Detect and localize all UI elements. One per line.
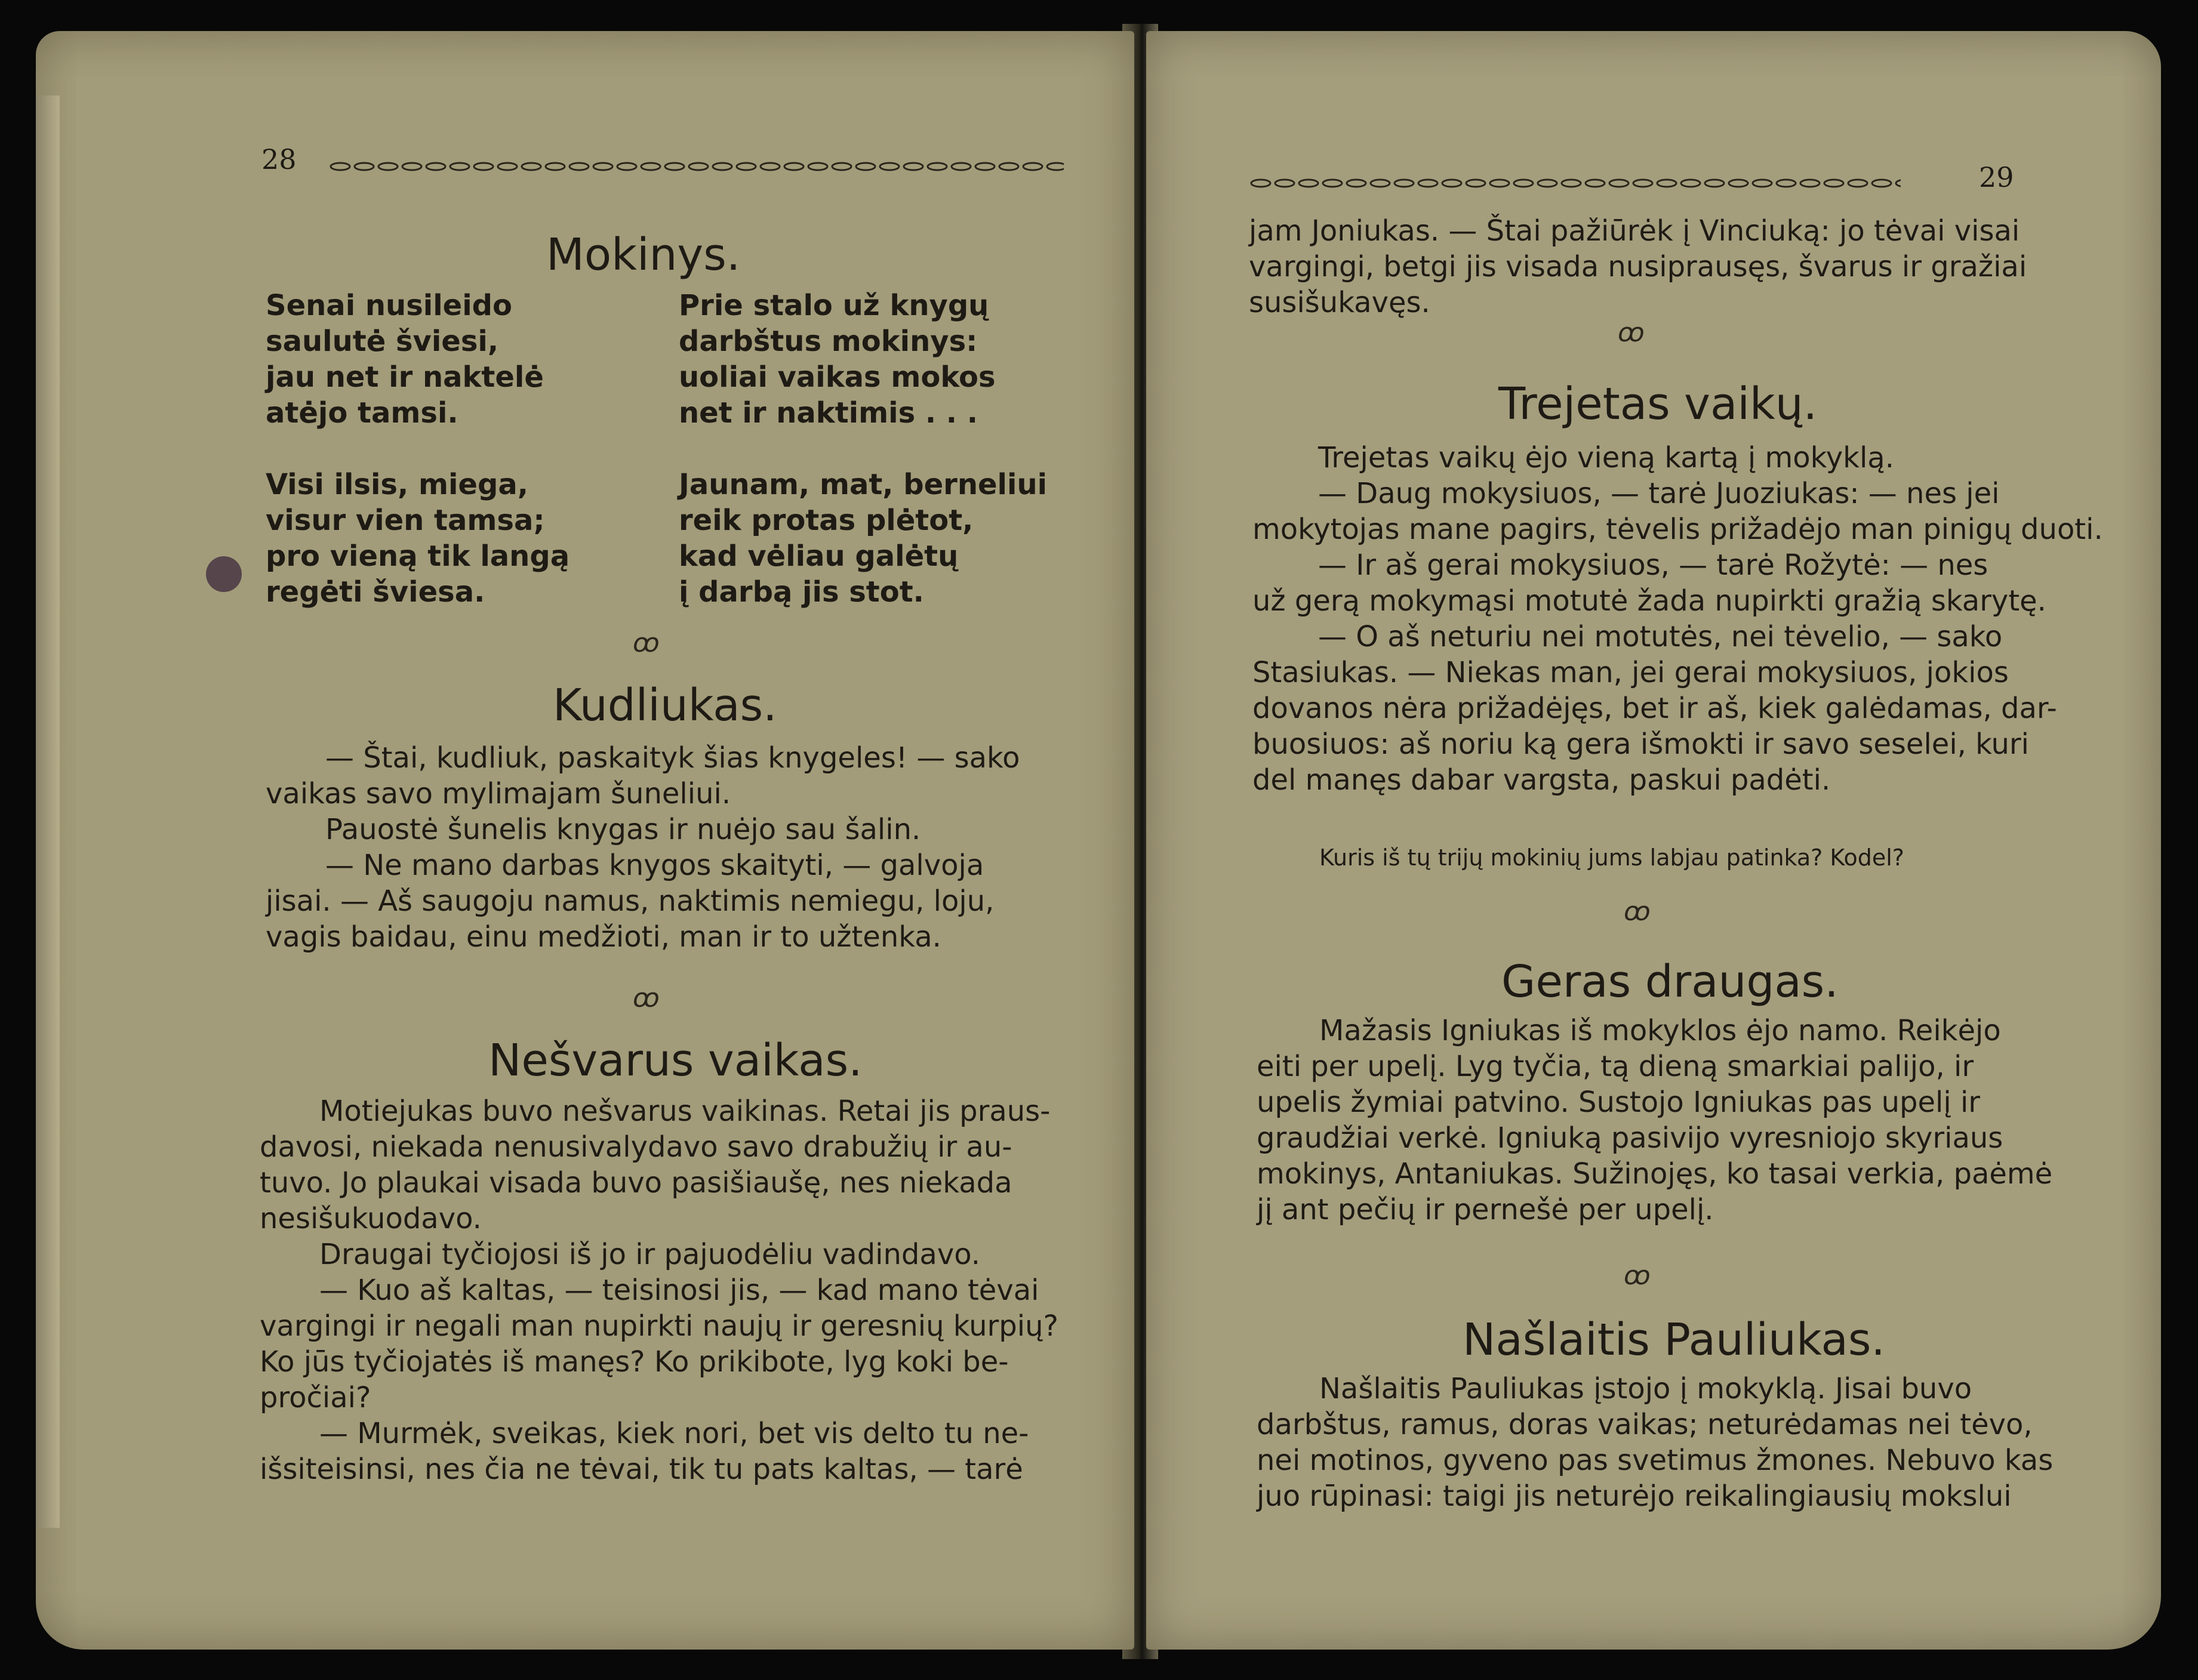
text-line: Pauostė šunelis knygas ir nuėjo sau šalin. [325, 813, 921, 846]
intro-text [1249, 213, 2027, 320]
stanza-gap [679, 431, 1047, 467]
text-line: mokytojas mane pagirs, tėvelis prižadėjo man pinigų duoti. [1252, 513, 2103, 546]
text-line: tuvo. Jo plaukai visada buvo pasišiaušę, nes niekada [260, 1166, 1012, 1200]
poem-line: atėjo tamsi. [266, 396, 458, 430]
text-line: davosi, niekada nenusivalydavo savo drabužių ir au- [260, 1130, 1012, 1164]
text-line: Draugai tyčiojosi iš jo ir pajuodėliu vadindavo. [319, 1238, 980, 1271]
text-line: — Kuo aš kaltas, — teisinosi jis, — kad mano tėvai [319, 1274, 1039, 1307]
poem-column-2 [679, 288, 1047, 610]
text-line: nesišukuodavo. [260, 1202, 482, 1235]
stanza-gap [266, 431, 569, 467]
decorative-border-right [1249, 174, 1901, 192]
text-line: jį ant pečių ir pernešė per upelį. [1257, 1193, 1714, 1226]
text-line: pročiai? [260, 1381, 371, 1414]
poem-line: į darbą jis stot. [679, 575, 924, 609]
question-text: Kuris iš tų trijų mokinių jums labjau patinka? Kodel? [1319, 844, 1904, 871]
text-line: — O aš neturiu nei motutės, nei tėvelio, — sako [1318, 620, 2003, 653]
section-ornament: ꝏ [633, 628, 660, 658]
text-line: vargingi ir negali man nupirkti naujų ir geresnių kurpių? [260, 1309, 1058, 1343]
text-line: jam Joniukas. — Štai pažiūrėk į Vinciuką: jo tėvai visai [1249, 214, 2020, 248]
text-line: — Ir aš gerai mokysiuos, — tarė Rožytė: — nes [1318, 548, 1988, 582]
poem-title: Mokinys. [546, 229, 741, 280]
poem-line: darbštus mokinys: [679, 325, 978, 358]
poem-line: Senai nusileido [266, 289, 513, 322]
text-line: upelis žymiai patvino. Sustojo Igniukas pas upelį ir [1257, 1086, 1981, 1119]
worn-page-edge [36, 95, 60, 1528]
text-line: buosiuos: aš noriu ką gera išmokti ir savo seselei, kuri [1252, 728, 2029, 761]
story-text-naslaitis-pauliukas [1257, 1371, 2053, 1514]
text-line: Trejetas vaikų ėjo vieną kartą į mokyklą. [1318, 441, 1894, 474]
right-page [1146, 31, 2161, 1650]
text-line: susišukavęs. [1249, 286, 1430, 319]
poem-line: visur vien tamsa; [266, 504, 545, 537]
text-line: Stasiukas. — Niekas man, jei gerai mokysiuos, jokios [1252, 656, 2009, 689]
story-text-nesvarus-vaikas [260, 1093, 1058, 1487]
text-line: darbštus, ramus, doras vaikas; neturėdamas nei tėvo, [1257, 1408, 2033, 1441]
text-line: del manęs dabar vargsta, paskui padėti. [1252, 763, 1831, 797]
poem-line: jau net ir naktelė [266, 360, 544, 394]
text-line: mokinys, Antaniukas. Sužinojęs, ko tasai verkia, paėmė [1257, 1157, 2053, 1191]
poem-line: reik protas plėtot, [679, 504, 974, 537]
text-line: už gerą mokymąsi motutė žada nupirkti gražią skarytę. [1252, 584, 2046, 618]
page-number-right: 29 [1979, 161, 2014, 193]
poem-line: net ir naktimis . . . [679, 396, 978, 430]
section-ornament: ꝏ [1624, 896, 1651, 927]
story-title-nesvarus-vaikas: Nešvarus vaikas. [488, 1035, 863, 1086]
text-line: Ko jūs tyčiojatės iš manęs? Ko prikibote, lyg koki be- [260, 1345, 1009, 1379]
text-line: vaikas savo mylimajam šuneliui. [266, 777, 731, 810]
text-line: išsiteisinsi, nes čia ne tėvai, tik tu pats kaltas, — tarė [260, 1453, 1023, 1486]
left-page [36, 31, 1134, 1650]
poem-line: regėti šviesa. [266, 575, 485, 609]
poem-line: pro vieną tik langą [266, 540, 570, 573]
decorative-border-left [328, 158, 1064, 175]
story-title-geras-draugas: Geras draugas. [1501, 956, 1839, 1007]
story-text-geras-draugas [1257, 1013, 2052, 1228]
poem-line: Visi ilsis, miega, [266, 468, 528, 501]
text-line: nei motinos, gyveno pas svetimus žmones. Nebuvo kas [1257, 1444, 2054, 1477]
poem-line: Prie stalo už knygų [679, 289, 989, 322]
text-line: Našlaitis Pauliukas įstojo į mokyklą. Jisai buvo [1319, 1372, 1972, 1405]
text-line: — Murmėk, sveikas, kiek nori, bet vis delto tu ne- [319, 1417, 1029, 1450]
section-ornament: ꝏ [633, 983, 660, 1013]
story-title-kudliukas: Kudliukas. [553, 680, 777, 731]
text-line: Motiejukas buvo nešvarus vaikinas. Retai jis praus- [319, 1095, 1051, 1128]
section-ornament: ꝏ [1618, 317, 1645, 348]
section-ornament: ꝏ [1624, 1260, 1651, 1291]
story-title-trejetas-vaiku: Trejetas vaikų. [1498, 378, 1818, 430]
poem-line: Jaunam, mat, berneliui [679, 468, 1048, 501]
text-line: vargingi, betgi jis visada nusiprausęs, švarus ir gražiai [1249, 250, 2027, 283]
story-text-trejetas-vaiku [1252, 440, 2103, 798]
text-line: graudžiai verkė. Igniuką pasivijo vyresniojo skyriaus [1257, 1121, 2003, 1155]
text-line: — Štai, kudliuk, paskaityk šias knygeles! — sako [325, 741, 1020, 775]
story-text-kudliukas [266, 740, 1020, 955]
text-line: — Daug mokysiuos, — tarė Juoziukas: — nes jei [1318, 477, 2000, 510]
page-number-left: 28 [261, 143, 297, 175]
text-line: juo rūpinasi: taigi jis neturėjo reikalingiausių mokslui [1257, 1479, 2012, 1513]
poem-column-1 [266, 288, 569, 610]
poem-line: saulutė šviesi, [266, 325, 499, 358]
text-line: jisai. — Aš saugoju namus, naktimis nemiegu, loju, [266, 884, 995, 918]
poem-line: uoliai vaikas mokos [679, 360, 996, 394]
text-line: vagis baidau, einu medžioti, man ir to užtenka. [266, 920, 941, 954]
text-line: dovanos nėra prižadėjęs, bet ir aš, kiek galėdamas, dar- [1252, 692, 2057, 725]
poem-line: kad vėliau galėtų [679, 540, 959, 573]
text-line: eiti per upelį. Lyg tyčia, tą dieną smarkiai palijo, ir [1257, 1050, 1974, 1083]
story-title-naslaitis-pauliukas: Našlaitis Pauliukas. [1463, 1314, 1885, 1365]
text-line: — Ne mano darbas knygos skaityti, — galvoja [325, 849, 984, 882]
text-line: Mažasis Igniukas iš mokyklos ėjo namo. Reikėjo [1319, 1014, 2001, 1047]
ink-stain [206, 556, 242, 592]
